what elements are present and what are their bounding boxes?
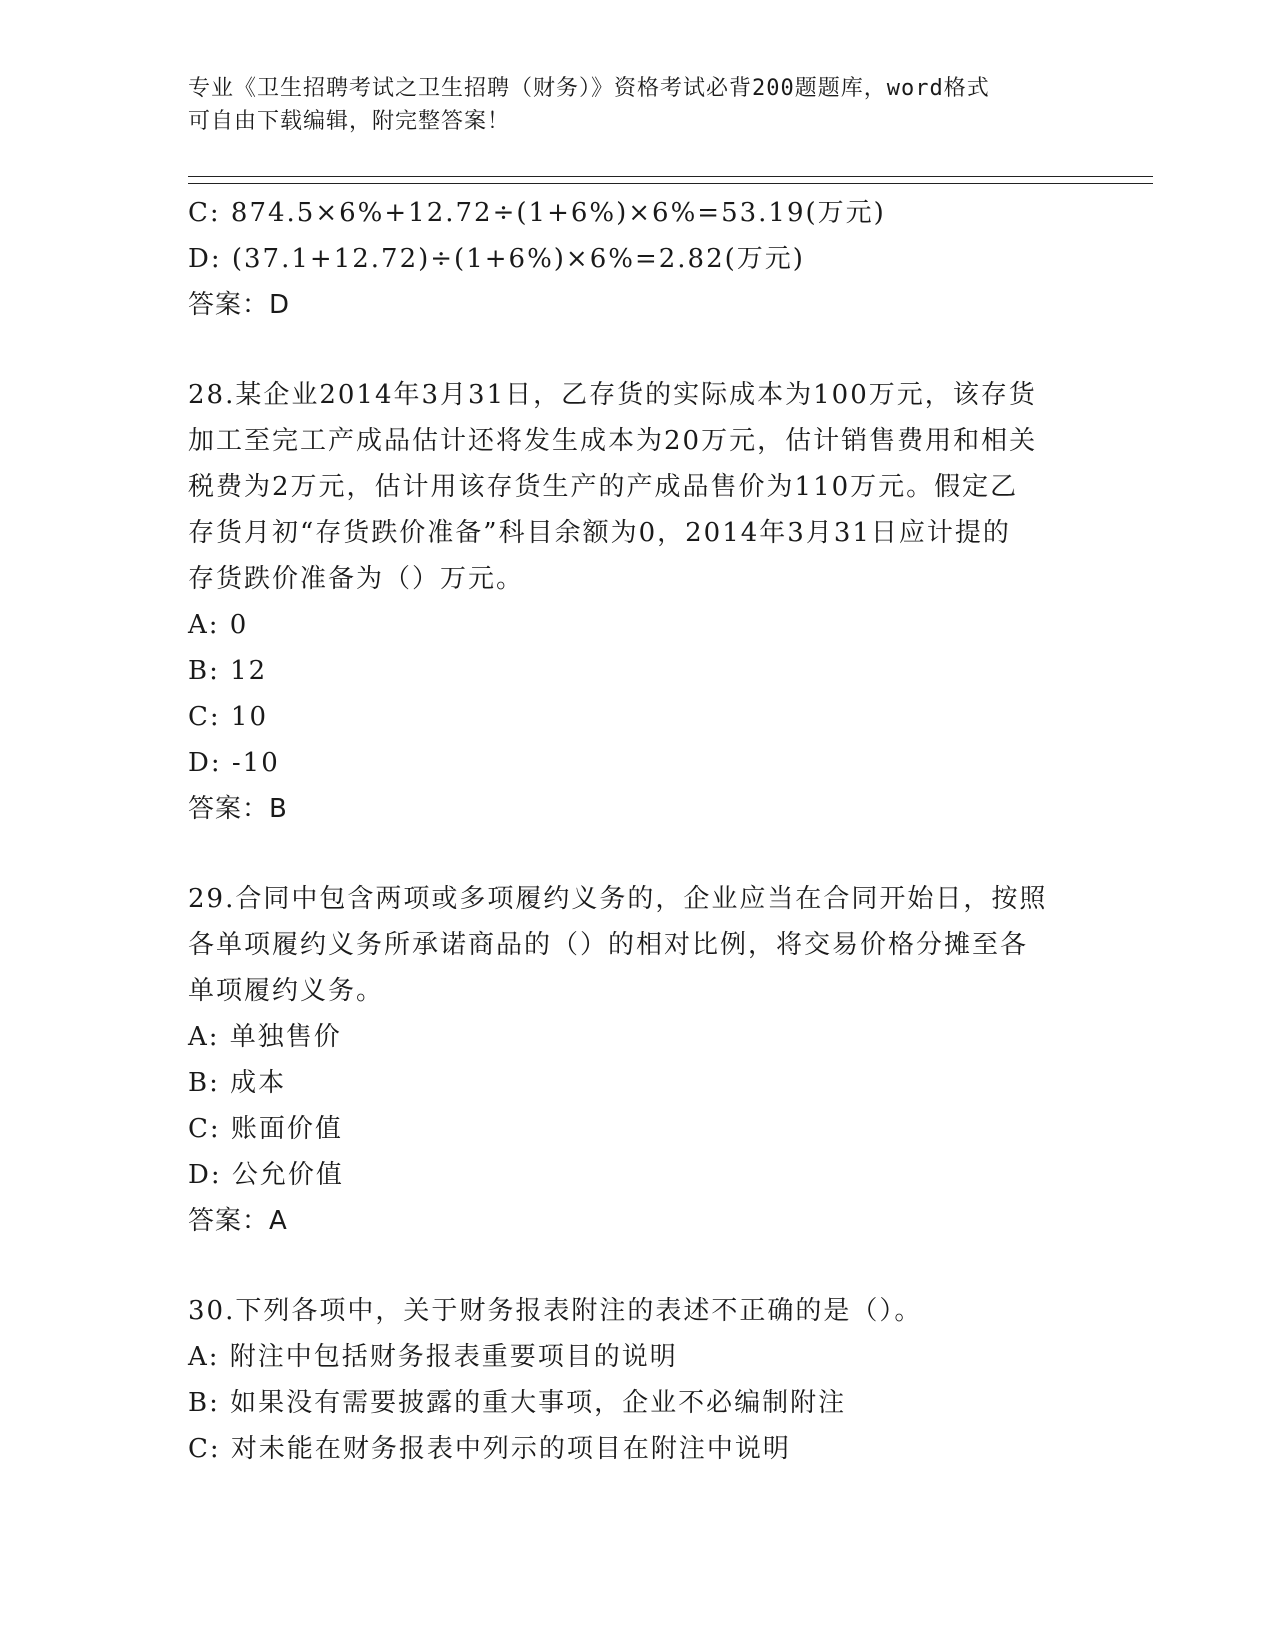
option-d: D: -10 [188, 748, 280, 778]
header-line-1: 专业《卫生招聘考试之卫生招聘（财务）》资格考试必背200题题库，word格式 [188, 76, 990, 101]
option-b: B: 成本 [188, 1068, 287, 1098]
option-c: C: 10 [188, 702, 269, 732]
header-divider-bottom [188, 183, 1153, 184]
question-text-line: 各单项履约义务所承诺商品的（）的相对比例，将交易价格分摊至各 [188, 930, 1029, 960]
answer-line: 答案：B [188, 794, 288, 824]
question-content [188, 190, 1088, 1472]
option-b: B: 如果没有需要披露的重大事项，企业不必编制附注 [188, 1388, 847, 1418]
question-text-line: 30.下列各项中，关于财务报表附注的表述不正确的是（）。 [188, 1296, 923, 1326]
question-29 [188, 876, 1088, 1244]
option-a: A: 单独售价 [188, 1022, 342, 1052]
option-d: D: 公允价值 [188, 1160, 344, 1190]
question-text-line: 加工至完工产成品估计还将发生成本为20万元，估计销售费用和相关 [188, 426, 1038, 456]
question-text-line: 存货月初“存货跌价准备”科目余额为0，2014年3月31日应计提的 [188, 518, 1011, 548]
option-a: A: 0 [188, 610, 249, 640]
question-text-line: 存货跌价准备为（）万元。 [188, 564, 525, 594]
question-text-line: 29.合同中包含两项或多项履约义务的，企业应当在合同开始日，按照 [188, 884, 1048, 914]
question-30 [188, 1288, 1088, 1472]
option-c: C: 账面价值 [188, 1114, 343, 1144]
option-a: A: 附注中包括财务报表重要项目的说明 [188, 1342, 678, 1372]
prev-question [188, 190, 1088, 328]
question-text-line: 单项履约义务。 [188, 976, 385, 1006]
option-c: C: 874.5×6%+12.72÷(1+6%)×6%=53.19(万元) [188, 198, 886, 228]
question-28 [188, 372, 1088, 832]
answer-line: 答案：A [188, 1206, 288, 1236]
header-line-2: 可自由下载编辑，附完整答案！ [188, 109, 511, 134]
question-text-line: 28.某企业2014年3月31日，乙存货的实际成本为100万元，该存货 [188, 380, 1037, 410]
header-divider-top [188, 176, 1153, 177]
option-b: B: 12 [188, 656, 268, 686]
answer-line: 答案：D [188, 290, 291, 320]
question-text-line: 税费为2万元，估计用该存货生产的产成品售价为110万元。假定乙 [188, 472, 1019, 502]
document-header [188, 72, 1088, 138]
option-d: D: (37.1+12.72)÷(1+6%)×6%=2.82(万元) [188, 244, 805, 274]
option-c: C: 对未能在财务报表中列示的项目在附注中说明 [188, 1434, 791, 1464]
